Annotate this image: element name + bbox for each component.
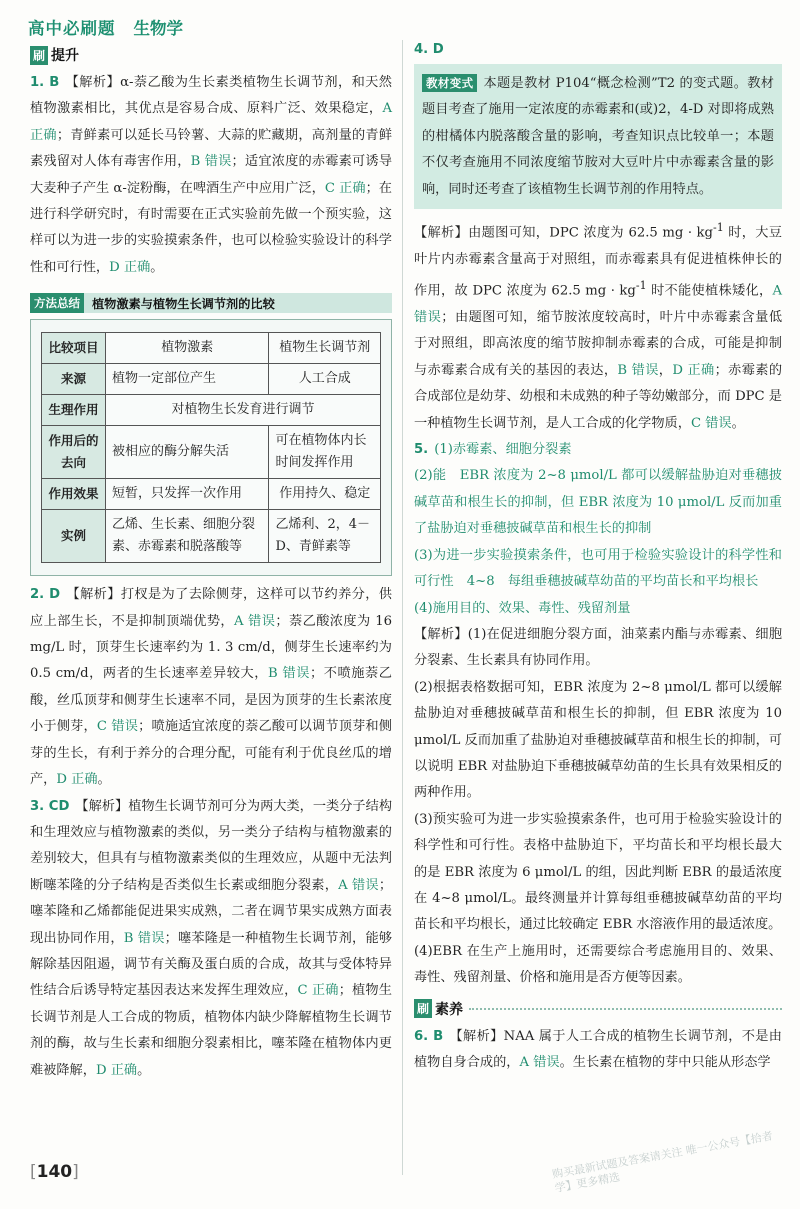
section-dots (469, 1008, 782, 1010)
q5-explain-3: (3)预实验可为进一步实验摸索条件，也可用于检验实验设计的科学性和可行性。表格中盐胁迫下，平均苗长和平均根长最大的是 EBR 浓度为 6 μmol/L 的组，因此判断 EBR 的最适浓度在 4~8 μmol/L。最终测量并计算每组垂穗披碱草幼苗的平均苗长和平均根长，通过比较确定 EBR 水溶液作用的最适浓度。 (414, 811, 782, 933)
analysis-label: 【解析】 (75, 798, 129, 814)
q1-number: 1. B (30, 75, 60, 90)
q4-judge-b: B 错误 (617, 362, 659, 378)
q3-text: ；植物生长调节剂是人工合成的物质，植物体内缺少降解植物生长调节剂的酶，故与生长素和细胞分裂素相比，噻苯隆在植物体内更难被降解， (30, 983, 392, 1078)
table-cell: 人工合成 (269, 364, 381, 395)
q5-answer-3: (3)为进一步实验摸索条件，也可用于检验实验设计的科学性和可行性 4~8 每组垂穗披碱草幼苗的平均苗长和平均根长 (414, 547, 782, 590)
q2-judge-c: C 错误 (96, 719, 139, 735)
q4-text: 由题图可知，DPC 浓度为 62.5 mg · kg (468, 225, 713, 241)
table-cell: 比较项目 (42, 333, 106, 364)
table-cell: 对植物生长发育进行调节 (106, 395, 381, 426)
q4-text: ；由题图可知，缩节胺浓度较高时，叶片中赤霉素含量低于对照组，即高浓度的缩节胺抑制赤霉素的合成，可能是抑制与赤霉素合成有关的基因的表达， (414, 310, 783, 378)
table-cell: 短暂，只发挥一次作用 (106, 479, 269, 510)
table-cell: 植物一定部位产生 (106, 364, 269, 395)
q4-heading (414, 40, 782, 60)
q2-text: ；不喷施萘乙酸，丝瓜顶芽和侧芽生长速率不同，是因为顶芽的生长素浓度小于侧芽， (30, 666, 392, 735)
table-row (42, 426, 381, 479)
q4-text: 。 (731, 415, 745, 431)
q1-judge-b: B 错误 (190, 154, 232, 170)
book-title: 高中必刷题 (28, 19, 116, 38)
q1-judge-a: A 正确 (30, 101, 392, 143)
method-summary (30, 293, 392, 576)
q1-text: α-萘乙酸为生长素类植物生长调节剂，和天然植物激素相比，其优点是容易合成、原料广泛、效果稳定， (30, 75, 392, 117)
q1-text: ；青鲜素可以延长马铃薯、大蒜的贮藏期，高剂量的青鲜素残留对人体有毒害作用， (30, 127, 393, 170)
q4-text: ；赤霉素的合成部位是幼芽、幼根和未成熟的种子等幼嫩部分，而 DPC 是一种植物生长调节剂，是人工合成的化学物质， (414, 362, 783, 431)
q3-text: ；噻苯隆和乙烯都能促进果实成熟，二者在调节果实成熟方面表现出协同作用， (30, 877, 392, 946)
left-column (30, 40, 392, 1084)
q5-answer-1 (414, 437, 782, 463)
table-row (42, 479, 381, 510)
table-cell: 实例 (42, 510, 106, 563)
column-divider (402, 40, 403, 1175)
q4-text: 时，大豆叶片内赤霉素含量高于对照组，而赤霉素具有促进植株伸长的作用，故 DPC 浓度为 62.5 mg · kg (414, 225, 782, 299)
table-cell: 植物激素 (106, 333, 269, 364)
section-suyang (414, 998, 782, 1020)
subject-title: 生物学 (133, 19, 183, 38)
q4-sup: -1 (635, 279, 647, 293)
q2-text: ；萘乙酸浓度为 16 mg/L 时，顶芽生长速率约为 1. 3 cm/d，侧芽生长速率约为 0.5 cm/d，两者的生长速率差异较大， (30, 613, 392, 682)
q2-answer (30, 582, 392, 793)
q6-text: NAA 属于人工合成的植物生长调节剂，不是由植物自身合成的， (414, 1028, 782, 1070)
q5-explain-1 (414, 622, 782, 675)
analysis-label: 【解析】 (65, 75, 121, 90)
table-row (42, 333, 381, 364)
q3-text: 。 (137, 1062, 151, 1078)
q6-answer (414, 1024, 782, 1077)
q2-judge-d: D 正确 (56, 772, 98, 788)
table-cell: 作用持久、稳定 (269, 479, 381, 510)
section-tisheng (30, 44, 392, 66)
comparison-table-wrap (30, 319, 392, 576)
q4-text: 时不能使植株矮化， (646, 283, 773, 299)
table-cell: 乙烯利、2，4－D、青鲜素等 (269, 510, 381, 563)
q3-judge-c: C 正确 (297, 983, 339, 999)
q4-text: ， (658, 362, 673, 378)
q1-judge-c: C 正确 (324, 180, 366, 196)
q4-judge-c: C 错误 (690, 415, 732, 431)
q5-explain-4: (4)EBR 在生产上施用时，还需要综合考虑施用目的、效果、毒性、残留剂量、价格和施用是否方便等因素。 (414, 943, 782, 986)
q1-text: 。 (150, 259, 164, 275)
q1-answer (30, 70, 392, 281)
q3-judge-b: B 错误 (123, 930, 165, 946)
analysis-label: 【解析】 (414, 626, 468, 642)
q6-number: 6. B (414, 1028, 444, 1044)
page-number: [140] (30, 1162, 79, 1182)
right-column (414, 40, 782, 1076)
section-name: 素养 (435, 1001, 464, 1018)
method-header (30, 293, 392, 313)
q4-judge-a: A 错误 (414, 283, 782, 326)
q2-number: 2. D (30, 587, 61, 603)
page-number-value: 140 (36, 1162, 73, 1182)
q1-judge-d: D 正确 (109, 259, 151, 275)
q5-number: 5. (414, 442, 429, 458)
table-cell: 生理作用 (42, 395, 106, 426)
q2-judge-b: B 错误 (268, 666, 310, 682)
textbook-variant-body: 本题是教材 P104“概念检测”T2 的变式题。教材题目考查了施用一定浓度的赤霉素和(或)2，4-D 对即将成熟的柑橘体内脱落酸含量的影响，考查知识点比较单一；本题不仅考查施用不同浓度缩节胺对大豆叶片中赤霉素含量的影响，同时还考查了该植物生长调节剂的作用特点。 (422, 76, 774, 197)
q6-judge-a: A 错误 (519, 1055, 560, 1070)
q2-judge-a: A 错误 (234, 613, 276, 629)
method-title: 植物激素与植物生长调节剂的比较 (92, 296, 275, 311)
table-cell: 可在植物体内长时间发挥作用 (269, 426, 381, 479)
table-row (42, 395, 381, 426)
q3-answer (30, 794, 392, 1084)
method-tag: 方法总结 (30, 293, 84, 313)
q1-text: ；适宜浓度的赤霉素可诱导大麦种子产生 α-淀粉酶，在啤酒生产中应用广泛， (30, 154, 393, 196)
analysis-label: 【解析】 (414, 225, 469, 241)
textbook-variant-tag: 教材变式 (422, 74, 477, 92)
q3-judge-d: D 正确 (95, 1062, 138, 1078)
section-tag: 刷 (30, 46, 48, 65)
table-cell: 来源 (42, 364, 106, 395)
comparison-table (41, 332, 381, 563)
q2-text: ；喷施适宜浓度的萘乙酸可以调节顶芽和侧芽的生长，有利于养分的合理分配，可能有利于优良丝瓜的增产， (30, 719, 392, 788)
q4-number: 4. D (414, 42, 444, 57)
q5-explain-2: (2)根据表格数据可知，EBR 浓度为 2~8 μmol/L 都可以缓解盐胁迫对垂穗披碱草苗和根生长的抑制，但 EBR 浓度为 10 μmol/L 反而加重了盐胁迫对垂穗披碱草苗和根生长的抑制，可以说明 EBR 对盐胁迫下垂穗披碱草幼苗的生长具有效果相反的两种作用。 (414, 679, 782, 801)
q5-answer-text: (1)赤霉素、细胞分裂素 (434, 442, 572, 458)
q3-judge-a: A 错误 (338, 877, 379, 893)
q2-text: 打杈是为了去除侧芽，这样可以节约养分，供应上部生长，不是抑制顶端优势， (30, 587, 392, 629)
table-row (42, 364, 381, 395)
table-cell: 植物生长调节剂 (269, 333, 381, 364)
q4-sup: -1 (712, 221, 724, 235)
table-row (42, 510, 381, 563)
table-cell: 作用效果 (42, 479, 106, 510)
q3-text: ；噻苯隆是一种植物生长调节剂，能够解除基因阻遏，调节有关酶及蛋白质的合成，故其与受体特异性结合后诱导特定基因表达来发挥生理效应， (30, 930, 393, 999)
q5-explain-text: (1)在促进细胞分裂方面，油菜素内酯与赤霉素、细胞分裂素、生长素具有协同作用。 (414, 626, 783, 669)
q5-answer-4: (4)施用目的、效果、毒性、残留剂量 (414, 600, 631, 616)
q1-text: ；在进行科学研究时，有时需要在正式实验前先做一个预实验，这样可以为进一步的实验摸索条件，也可以检验实验设计的科学性和可行性， (30, 180, 392, 275)
q3-number: 3. CD (30, 798, 70, 814)
analysis-label: 【解析】 (449, 1028, 504, 1044)
section-tag: 刷 (414, 999, 432, 1018)
q6-text: 。生长素在植物的芽中只能从形态学 (559, 1055, 771, 1070)
watermark: 购买最新试题及答案请关注 唯一公众号【拾者学】更多精选 (551, 1129, 774, 1195)
analysis-label: 【解析】 (66, 587, 121, 603)
table-cell: 乙烯、生长素、细胞分裂素、赤霉素和脱落酸等 (106, 510, 269, 563)
q4-answer (414, 215, 782, 437)
q4-judge-d: D 正确 (672, 362, 715, 378)
q3-text: 植物生长调节剂可分为两大类，一类分子结构和生理效应与植物激素的类似，另一类分子结构与植物激素的差别较大，但具有与植物激素类似的生理效应，从题中无法判断噻苯隆的分子结构是否类似生长素或细胞分裂素， (30, 798, 393, 893)
textbook-variant-text (422, 70, 774, 203)
q5-answer-2: (2)能 EBR 浓度为 2~8 μmol/L 都可以缓解盐胁迫对垂穗披碱草苗和根生长的抑制，但 EBR 浓度为 10 μmol/L 反而加重了盐胁迫对垂穗披碱草苗和根生长的抑制 (414, 468, 782, 537)
q2-text: 。 (97, 772, 111, 788)
section-name: 提升 (51, 48, 80, 64)
table-cell: 作用后的去向 (42, 426, 106, 479)
page-header (28, 12, 183, 42)
table-cell: 被相应的酶分解失活 (106, 426, 269, 479)
textbook-variant-box (414, 64, 782, 209)
